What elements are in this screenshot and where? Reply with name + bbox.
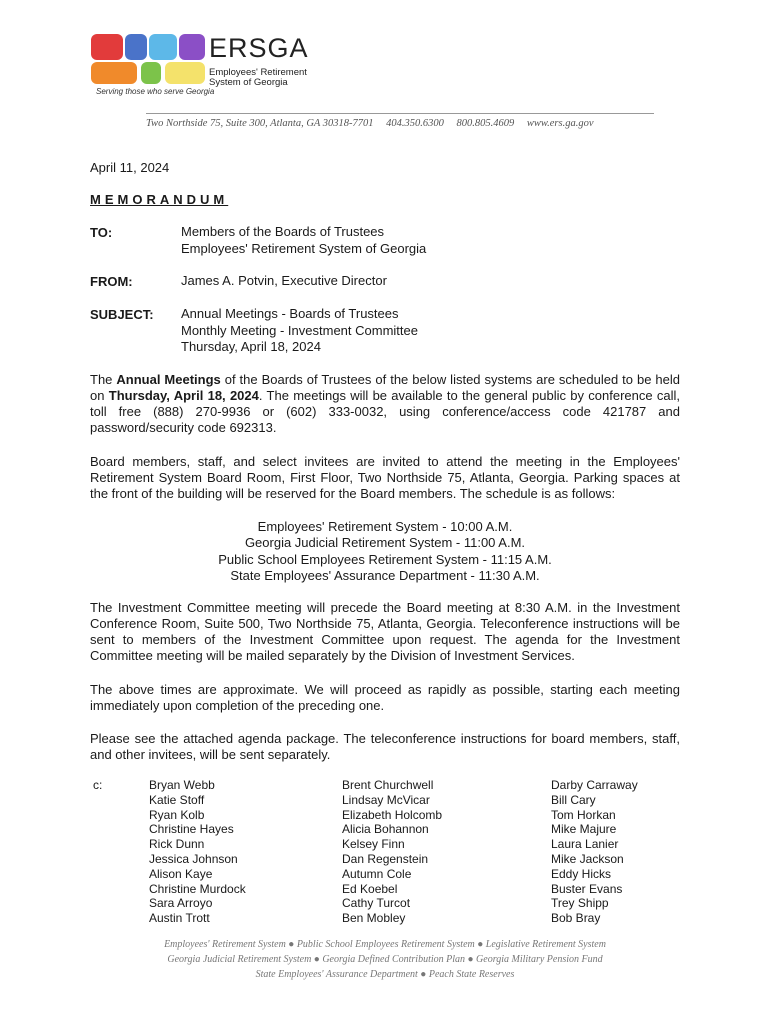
paragraph-annual-meetings [90, 372, 680, 436]
from-value: James A. Potvin, Executive Director [181, 273, 387, 288]
schedule-item: State Employees' Assurance Department - 11:30 A.M. [230, 567, 540, 583]
to-label: TO: [90, 225, 113, 240]
memo-date: April 11, 2024 [90, 160, 170, 175]
logo-block-lightblue [149, 34, 177, 60]
cc-name: Mike Majure [551, 822, 617, 837]
cc-column-1 [149, 778, 246, 926]
letterhead-address-line [146, 118, 604, 129]
cc-name: Lindsay McVicar [342, 792, 430, 807]
schedule-item: Public School Employees Retirement System - 11:15 A.M. [218, 551, 552, 567]
memo-heading: MEMORANDUM [90, 192, 229, 207]
cc-name: Autumn Cole [342, 866, 412, 881]
logo-block-red [91, 34, 123, 60]
to-line2: Employees' Retirement System of Georgia [181, 240, 427, 256]
cc-name: Bob Bray [551, 911, 601, 926]
logo-subtitle-line2: System of Georgia [209, 77, 288, 88]
para1-text-c: of the Boards of Trustees of the below listed systems are scheduled to be held on [90, 372, 680, 403]
cc-name: Laura Lanier [551, 837, 619, 852]
from-label: FROM: [90, 274, 133, 289]
cc-name: Eddy Hicks [551, 866, 612, 881]
cc-column-2 [342, 778, 442, 926]
to-line1: Members of the Boards of Trustees [181, 224, 385, 239]
cc-name: Ed Koebel [342, 881, 398, 896]
cc-name: Alison Kaye [149, 866, 213, 881]
logo-title: ERSGA [209, 33, 309, 63]
subject-label: SUBJECT: [90, 307, 154, 322]
cc-column-3 [551, 778, 638, 926]
cc-name: Darby Carraway [551, 778, 638, 792]
logo-tagline: Serving those who serve Georgia [96, 87, 215, 96]
para1-text-a: The [90, 372, 117, 387]
cc-name: Bryan Webb [149, 778, 215, 792]
logo-block-blue [125, 34, 147, 60]
cc-name: Austin Trott [149, 911, 210, 926]
phone-tollfree: 800.805.4609 [456, 118, 515, 129]
cc-name: Trey Shipp [551, 896, 609, 911]
logo-subtitle-line1: Employees' Retirement [209, 67, 307, 78]
cc-name: Ben Mobley [342, 911, 406, 926]
subject-value [181, 306, 418, 356]
cc-name: Rick Dunn [149, 837, 205, 852]
cc-name: Ryan Kolb [149, 807, 205, 822]
address: Two Northside 75, Suite 300, Atlanta, GA 30318-7701 [146, 118, 374, 129]
letterhead-rule [146, 113, 654, 114]
logo-block-purple [179, 34, 205, 60]
cc-name: Alicia Bohannon [342, 822, 429, 837]
cc-name: Jessica Johnson [149, 851, 238, 866]
footer-line2: Georgia Judicial Retirement System ● Georgia Defined Contribution Plan ● Georgia Military Pension Fund [167, 954, 603, 965]
paragraph-agenda-package: Please see the attached agenda package. The teleconference instructions for board members, staff, and other invitees, will be sent separately. [90, 731, 680, 762]
paragraph-investment-committee: The Investment Committee meeting will precede the Board meeting at 8:30 A.M. in the Investment Conference Room, Suite 500, Two Northside 75, Atlanta, Georgia. Teleconference instructions will be sent to members of the Investment Committee upon request. The agenda for the Investment Committee meeting will be mailed separately by the Division of Investment Services. [90, 600, 680, 663]
cc-name: Cathy Turcot [342, 896, 411, 911]
para1-text-e: . The meetings will be available to the general public by conference call, toll free (888) 270-9936 or (602) 333-0032, using conference/access code 421787 and password/security code 692313. [90, 388, 680, 435]
cc-name: Sara Arroyo [149, 896, 213, 911]
paragraph-board-room: Board members, staff, and select invitees are invited to attend the meeting in the Employees' Retirement System Board Room, First Floor, Two Northside 75, Atlanta, Georgia. Parking spaces at the front of the building will be reserved for the Board members. The schedule is as follows: [90, 454, 680, 501]
to-value [181, 224, 426, 257]
footer-line3: State Employees' Assurance Department ● Peach State Reserves [255, 969, 515, 980]
cc-name: Mike Jackson [551, 851, 624, 866]
schedule-item: Georgia Judicial Retirement System - 11:00 A.M. [244, 535, 526, 551]
cc-name: Kelsey Finn [342, 837, 405, 852]
logo-block-green [141, 62, 161, 84]
cc-name: Buster Evans [551, 881, 623, 896]
subject-line3: Thursday, April 18, 2024 [181, 339, 321, 354]
logo-block-orange [91, 62, 137, 84]
para1-bold-annual-meetings: Annual Meetings [116, 372, 221, 387]
cc-name: Brent Churchwell [342, 778, 434, 792]
schedule-item: Employees' Retirement System - 10:00 A.M. [257, 519, 513, 534]
cc-name: Elizabeth Holcomb [342, 807, 443, 822]
cc-name: Christine Murdock [149, 881, 246, 896]
logo-block-yellow [165, 62, 205, 84]
schedule-list [90, 519, 680, 584]
cc-name: Bill Cary [551, 792, 596, 807]
cc-name: Dan Regenstein [342, 851, 429, 866]
cc-name: Christine Hayes [149, 822, 234, 837]
cc-name: Katie Stoff [149, 792, 205, 807]
website-link[interactable]: www.ers.ga.gov [526, 118, 594, 129]
cc-name: Tom Horkan [551, 807, 616, 822]
footer-line1: Employees' Retirement System ● Public School Employees Retirement System ● Legislative Retirement System [164, 939, 606, 950]
para1-bold-date: Thursday, April 18, 2024 [108, 388, 259, 403]
subject-line1: Annual Meetings - Boards of Trustees [181, 306, 399, 321]
subject-line2: Monthly Meeting - Investment Committee [181, 322, 418, 338]
cc-label: c: [93, 778, 103, 792]
phone-primary: 404.350.6300 [386, 118, 444, 129]
logo-subtitle [209, 68, 307, 88]
paragraph-times-approximate: The above times are approximate. We will proceed as rapidly as possible, starting each meeting immediately upon completion of the preceding one. [90, 682, 680, 713]
